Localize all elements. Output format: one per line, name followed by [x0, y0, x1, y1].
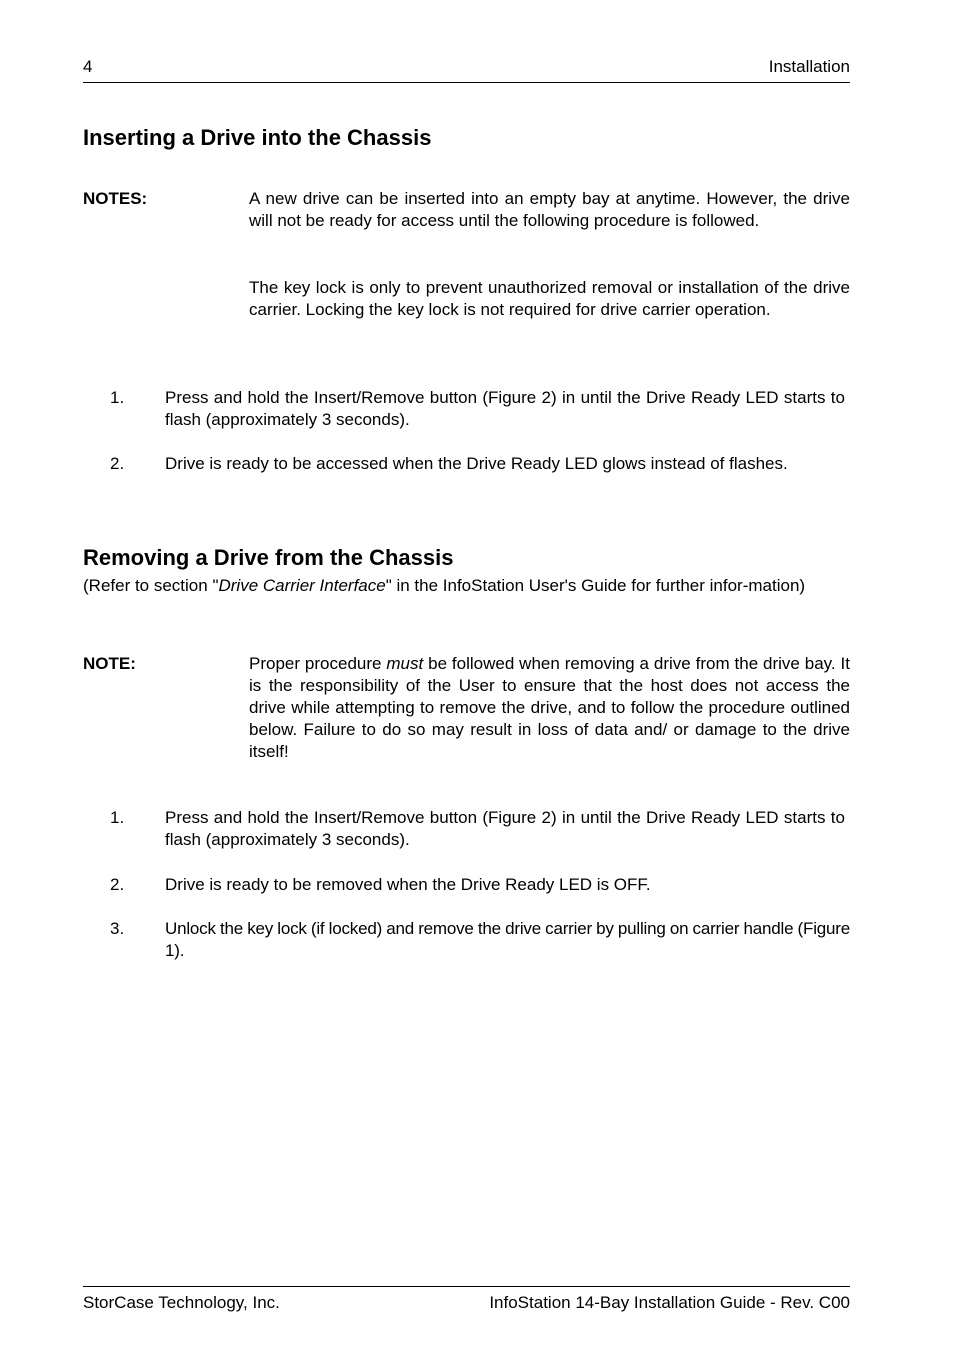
section-title-inserting: Inserting a Drive into the Chassis — [83, 125, 432, 150]
list-item-text: Unlock the key lock (if locked) and remove the drive carrier by pulling on carrier handle (Figure 1). — [165, 919, 850, 960]
reference-suffix: " in the InfoStation User's Guide for further infor-mation) — [385, 576, 806, 595]
note-suffix: be followed when removing a drive from the drive bay. It is the responsibility of the User to ensure that the host does not access the drive while attempting to remove the drive, and to follow the procedure outlined below. Failure to do so may result in loss of data and/ or damage to the drive itself! — [249, 654, 850, 761]
note-label: NOTE: — [83, 654, 136, 673]
reference-prefix: (Refer to section " — [83, 576, 219, 595]
note-emphasis: must — [386, 654, 424, 673]
header-rule — [83, 82, 850, 83]
page-number: 4 — [83, 57, 93, 76]
footer-document-title: InfoStation 14-Bay Installation Guide - Rev. C00 — [489, 1293, 850, 1312]
note-paragraph — [249, 653, 850, 763]
list-item-number: 2. — [110, 454, 125, 473]
footer-rule — [83, 1286, 850, 1287]
list-item-text: Drive is ready to be accessed when the Drive Ready LED glows instead of flashes. — [165, 454, 788, 473]
list-item-number: 1. — [110, 808, 125, 827]
list-item-text: Press and hold the Insert/Remove button (Figure 2) in until the Drive Ready LED starts to flash (approximately 3 seconds). — [165, 808, 845, 849]
section-title-removing: Removing a Drive from the Chassis — [83, 545, 454, 570]
note-paragraph-2: The key lock is only to prevent unauthorized removal or installation of the drive carrier. Locking the key lock is not required for drive carrier operation. — [249, 278, 850, 319]
list-item-text: Press and hold the Insert/Remove button (Figure 2) in until the Drive Ready LED starts to flash (approximately 3 seconds). — [165, 388, 845, 429]
note-prefix: Proper procedure — [249, 654, 387, 673]
list-item-text: Drive is ready to be removed when the Drive Ready LED is OFF. — [165, 875, 651, 894]
note-paragraph-1: A new drive can be inserted into an empty bay at anytime. However, the drive will not be ready for access until the following procedure is followed. — [249, 189, 850, 230]
list-item-number: 3. — [110, 919, 125, 938]
notes-label: NOTES: — [83, 189, 148, 208]
list-item-number: 1. — [110, 388, 125, 407]
list-item-number: 2. — [110, 875, 125, 894]
reference-section-name: Drive Carrier Interface — [218, 576, 386, 595]
footer-company: StorCase Technology, Inc. — [83, 1293, 280, 1312]
running-header-section: Installation — [768, 57, 850, 76]
section-reference — [83, 575, 850, 597]
